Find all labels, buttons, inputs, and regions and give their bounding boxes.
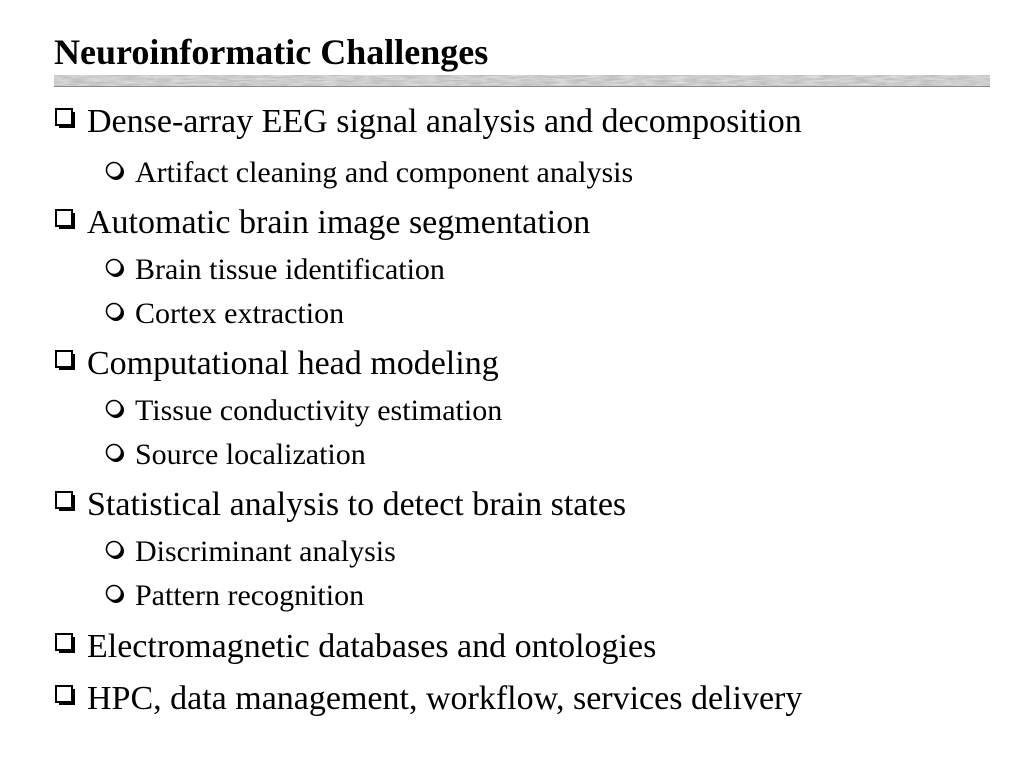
circle-bullet-icon — [104, 442, 126, 464]
title-rule — [54, 75, 990, 87]
square-bullet-icon — [54, 632, 78, 656]
bullet-item — [54, 342, 499, 384]
sub-bullet-item-text: Discriminant analysis — [135, 535, 396, 569]
bullet-item — [54, 625, 656, 667]
circle-bullet-icon — [104, 539, 126, 561]
circle-bullet-icon — [104, 160, 126, 182]
sub-bullet-item — [104, 576, 364, 614]
bullet-item-text: Statistical analysis to detect brain states — [87, 486, 627, 524]
sub-bullet-item-text: Artifact cleaning and component analysis — [135, 156, 634, 190]
bullet-item-text: Dense-array EEG signal analysis and decomposition — [87, 103, 802, 141]
sub-bullet-item — [104, 250, 445, 288]
sub-bullet-item-text: Tissue conductivity estimation — [135, 394, 503, 428]
slide-title: Neuroinformatic Challenges — [54, 32, 489, 72]
sub-bullet-item-text: Cortex extraction — [135, 297, 345, 331]
bullet-item — [54, 677, 802, 719]
bullet-item-text: Computational head modeling — [87, 345, 499, 383]
sub-bullet-item — [104, 294, 344, 332]
square-bullet-icon — [54, 684, 78, 708]
sub-bullet-item-text: Source localization — [135, 438, 366, 472]
bullet-item — [54, 483, 626, 525]
bullet-item — [54, 201, 590, 243]
sub-bullet-item — [104, 391, 502, 429]
square-bullet-icon — [54, 490, 78, 514]
circle-bullet-icon — [104, 301, 126, 323]
bullet-item-text: HPC, data management, workflow, services delivery — [87, 680, 803, 718]
bullet-item-text: Electromagnetic databases and ontologies — [87, 628, 657, 666]
circle-bullet-icon — [104, 398, 126, 420]
sub-bullet-item-text: Brain tissue identification — [135, 253, 445, 287]
sub-bullet-item — [104, 435, 366, 473]
circle-bullet-icon — [104, 257, 126, 279]
square-bullet-icon — [54, 107, 78, 131]
square-bullet-icon — [54, 208, 78, 232]
sub-bullet-item — [104, 532, 396, 570]
sub-bullet-item-text: Pattern recognition — [135, 579, 365, 613]
sub-bullet-item — [104, 153, 633, 191]
bullet-item — [54, 100, 802, 142]
square-bullet-icon — [54, 349, 78, 373]
bullet-item-text: Automatic brain image segmentation — [87, 204, 591, 242]
circle-bullet-icon — [104, 583, 126, 605]
